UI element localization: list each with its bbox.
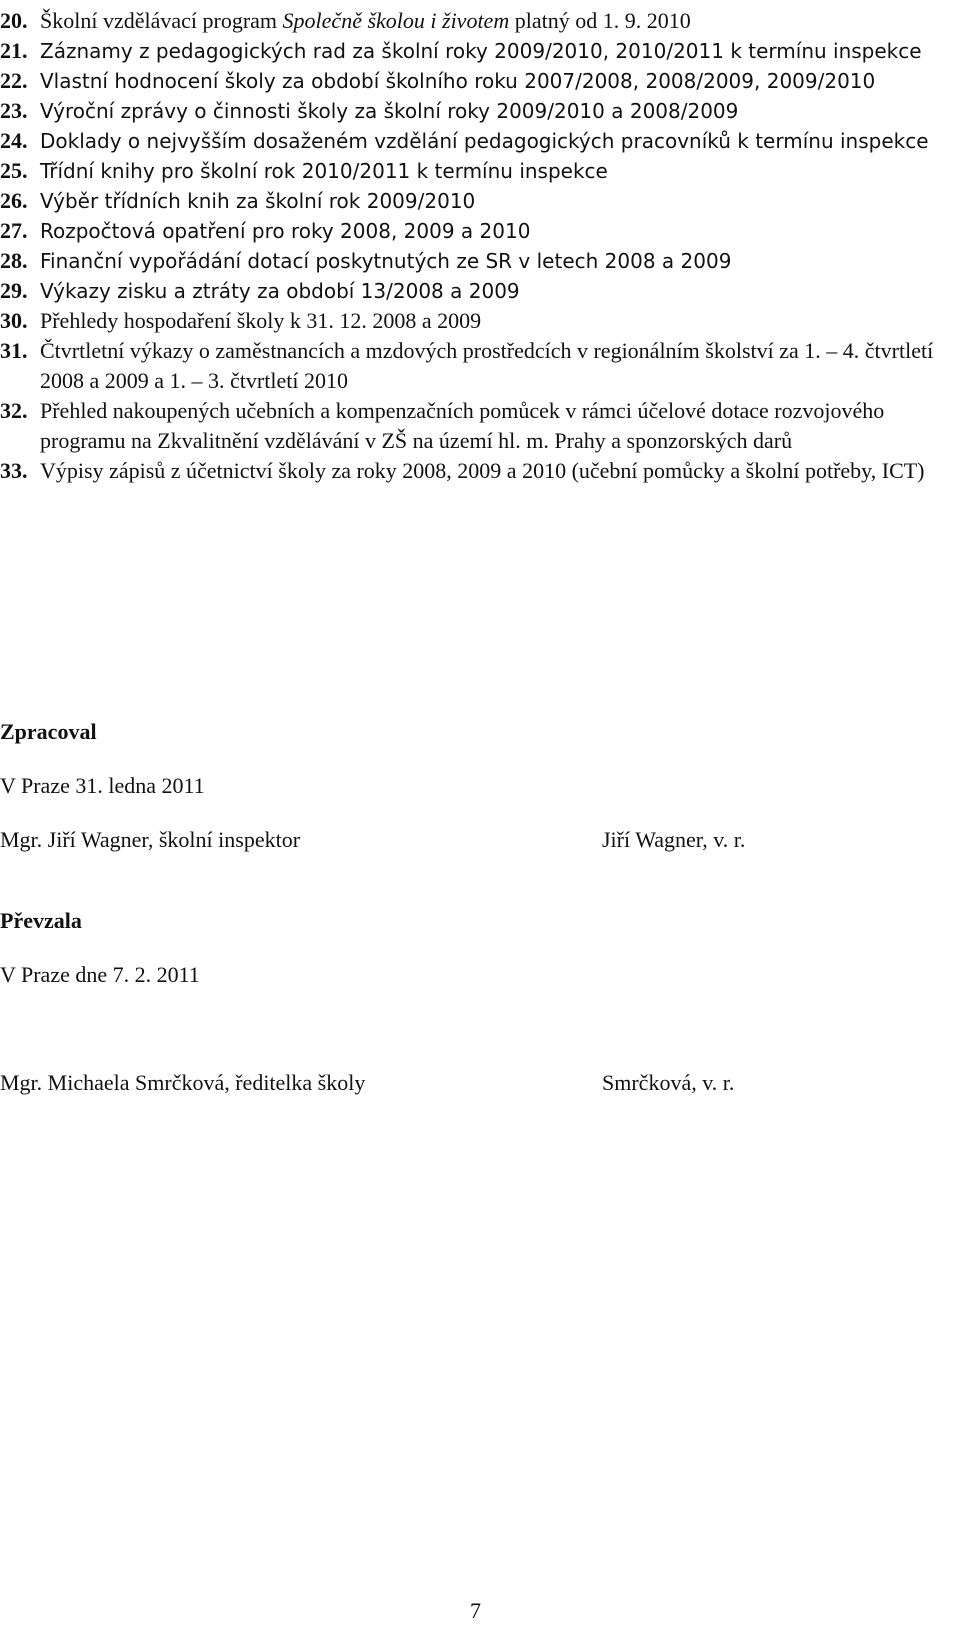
list-item — [0, 216, 960, 246]
list-item — [0, 246, 960, 276]
item-number: 33. — [0, 458, 28, 483]
item-number: 32. — [0, 398, 28, 423]
item-number: 27. — [0, 218, 28, 243]
received-name: Mgr. Michaela Smrčková, ředitelka školy — [0, 1070, 366, 1095]
item-text-end: platný od 1. 9. 2010 — [509, 8, 691, 33]
item-number: 20. — [0, 8, 28, 33]
received-place-date: V Praze dne 7. 2. 2011 — [0, 962, 200, 987]
list-item — [0, 36, 960, 66]
prepared-place-date: V Praze 31. ledna 2011 — [0, 773, 205, 798]
item-text — [40, 6, 960, 36]
item-text: Výběr třídních knih za školní rok 2009/2010 — [40, 189, 476, 213]
list-item — [0, 126, 960, 156]
list-item — [0, 456, 960, 486]
item-text: Výroční zprávy o činnosti školy za školní roky 2009/2010 a 2008/2009 — [40, 99, 739, 123]
received-signature: Smrčková, v. r. — [602, 1070, 735, 1095]
item-number: 22. — [0, 68, 28, 93]
item-text: Finanční vypořádání dotací poskytnutých ze SR v letech 2008 a 2009 — [40, 249, 732, 273]
list-item — [0, 396, 960, 456]
item-text: Vlastní hodnocení školy za období školního roku 2007/2008, 2008/2009, 2009/2010 — [40, 69, 876, 93]
item-number: 30. — [0, 308, 28, 333]
item-text: Čtvrtletní výkazy o zaměstnancích a mzdových prostředcích v regionálním školství za 1. – 4. čtvrtletí 2008 a 2009 a 1. – 3. čtvrtletí 2010 — [40, 338, 934, 393]
item-number: 25. — [0, 158, 28, 183]
page-number: 7 — [470, 1598, 481, 1623]
attachment-list — [0, 6, 960, 486]
received-heading: Převzala — [0, 908, 82, 933]
prepared-signature: Jiří Wagner, v. r. — [602, 827, 746, 852]
item-number: 31. — [0, 338, 28, 363]
list-item — [0, 156, 960, 186]
item-number: 29. — [0, 278, 28, 303]
item-number: 24. — [0, 128, 28, 153]
item-text: Přehledy hospodaření školy k 31. 12. 2008 a 2009 — [40, 308, 482, 333]
prepared-name: Mgr. Jiří Wagner, školní inspektor — [0, 827, 301, 852]
program-name: Společně školou i životem — [282, 8, 510, 33]
item-number: 28. — [0, 248, 28, 273]
list-item — [0, 276, 960, 306]
list-item — [0, 66, 960, 96]
list-item — [0, 6, 960, 36]
list-item — [0, 336, 960, 396]
item-text-start: Školní vzdělávací program — [40, 8, 283, 33]
item-number: 23. — [0, 98, 28, 123]
prepared-heading: Zpracoval — [0, 719, 97, 744]
item-text: Přehled nakoupených učebních a kompenzačních pomůcek v rámci účelové dotace rozvojového programu na Zkvalitnění vzdělávání v ZŠ na území hl. m. Prahy a sponzorských darů — [40, 398, 885, 453]
item-text: Doklady o nejvyšším dosaženém vzdělání pedagogických pracovníků k termínu inspekce — [40, 129, 929, 153]
item-number: 21. — [0, 38, 28, 63]
item-text: Výpisy zápisů z účetnictví školy za roky 2008, 2009 a 2010 (učební pomůcky a školní potřeby, ICT) — [40, 458, 925, 483]
item-text: Třídní knihy pro školní rok 2010/2011 k termínu inspekce — [40, 159, 608, 183]
item-number: 26. — [0, 188, 28, 213]
list-item — [0, 96, 960, 126]
item-text: Záznamy z pedagogických rad za školní roky 2009/2010, 2010/2011 k termínu inspekce — [40, 39, 922, 63]
item-text: Rozpočtová opatření pro roky 2008, 2009 a 2010 — [40, 219, 531, 243]
item-text: Výkazy zisku a ztráty za období 13/2008 a 2009 — [40, 279, 520, 303]
list-item — [0, 306, 960, 336]
list-item — [0, 186, 960, 216]
